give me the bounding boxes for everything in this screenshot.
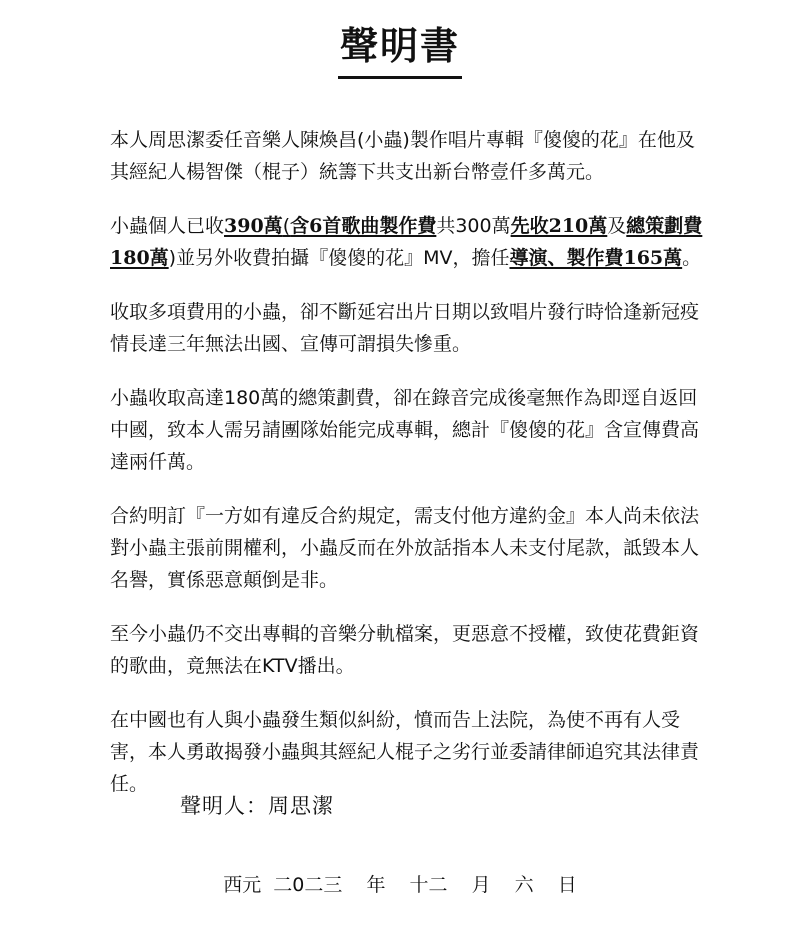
- p2-production-fee: 含6首歌曲製作費: [290, 215, 437, 237]
- p2-amount-390: 390萬: [224, 215, 283, 237]
- paragraph-5: 合約明訂『一方如有違反合約規定，需支付他方違約金』本人尚未依法對小蟲主張前開權利，小蟲反而在外放話指本人未支付尾款，詆毀本人名譽，實係惡意顛倒是非。: [110, 505, 700, 591]
- p2-paren-open: (: [282, 215, 291, 237]
- paragraph-3: 收取多項費用的小蟲，卻不斷延宕出片日期以致唱片發行時恰逢新冠疫情長達三年無法出國、宣傳可謂損失慘重。: [110, 301, 700, 355]
- date-line: 西元 二0二三 年 十二 月 六 日: [223, 874, 577, 896]
- p2-director-fee-165: 導演、製作費165萬: [509, 247, 683, 269]
- paragraph-6: 至今小蟲仍不交出專輯的音樂分軌檔案，更惡意不授權，致使花費鉅資的歌曲，竟無法在KTV播出。: [110, 623, 700, 677]
- p2-end: 。: [682, 247, 702, 269]
- paragraph-7: 在中國也有人與小蟲發生類似糾紛，憤而告上法院，為使不再有人受害，本人勇敢揭發小蟲與其經紀人棍子之劣行並委請律師追究其法律責任。: [110, 709, 700, 795]
- paragraph-2: [110, 210, 710, 274]
- statement-body: [110, 124, 710, 822]
- paragraph-4: 小蟲收取高達180萬的總策劃費，卻在錄音完成後毫無作為即逕自返回中國，致本人需另請團隊始能完成專輯，總計『傻傻的花』含宣傳費高達兩仟萬。: [110, 387, 700, 473]
- signer-line: 聲明人：周思潔: [180, 794, 334, 818]
- document-title: 聲明書: [338, 22, 462, 79]
- document-title-wrap: [0, 22, 800, 79]
- p2-mv-text: )並另外收費拍攝『傻傻的花』MV，擔任: [168, 247, 510, 269]
- p2-and: 及: [607, 215, 627, 237]
- p2-text-1: 小蟲個人已收: [110, 215, 225, 237]
- p2-prepaid-210: 先收210萬: [510, 215, 608, 237]
- paragraph-1: 本人周思潔委任音樂人陳煥昌(小蟲)製作唱片專輯『傻傻的花』在他及其經紀人楊智傑（棍子）統籌下共支出新台幣壹仟多萬元。: [110, 129, 695, 183]
- p2-total-300: 共300萬: [436, 215, 511, 237]
- p2-planning-fee-180: 總策劃費180萬: [110, 215, 703, 269]
